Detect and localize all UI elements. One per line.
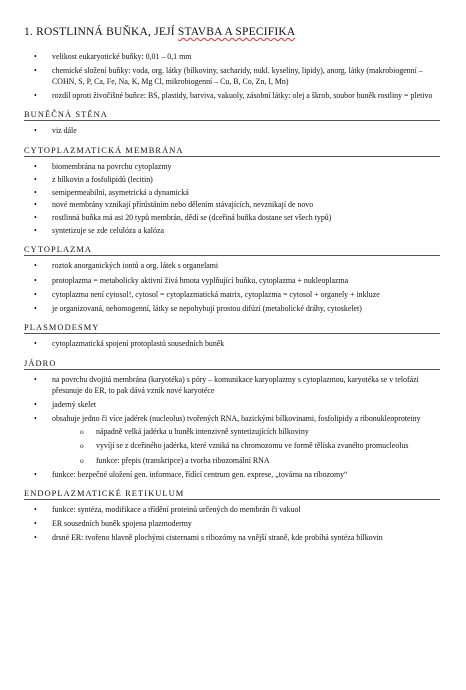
section-heading-bunecna-stena: BUNĚČNÁ STĚNA xyxy=(24,110,440,121)
section-list xyxy=(24,261,440,314)
list-item: • nové membrány vznikají přírůstáním nebo dělením stávajících, nevznikají de novo xyxy=(52,200,440,211)
sub-list xyxy=(52,427,440,466)
list-item: • je organizovaná, nehomogenní, látky se nepohybují prostou difúzí (metabolické dráhy, cytoskelet) xyxy=(52,304,440,315)
list-item: • funkce: bezpečné uložení gen. informace, řídící centrum gen. exprese, „továrna na ribozomy“ xyxy=(52,470,440,481)
sub-list-item: o vyvíjí se z dceřiného jadérka, které vzniká na chromozomu ve formě tělíska zvaného promucleolus xyxy=(96,441,440,452)
list-item: • rostlinná buňka má asi 20 typů membrán, dědí se (dceřiná buňka dostane set všech typů) xyxy=(52,213,440,224)
section-list xyxy=(24,505,440,544)
section-list xyxy=(24,339,440,350)
list-item-text: obsahuje jedno či více jadérek (nucleolus) tvořených RNA, bazickými bílkovinami, fosfolipidy a ribonukleoproteiny xyxy=(52,413,421,423)
list-item: • cytoplazma není cytosol!, cytosol = cytoplazmatická matrix, cytoplazma = cytosol + organely + inkluze xyxy=(52,290,440,301)
section-list xyxy=(24,162,440,237)
list-item: • semipermeabilní, asymetrická a dynamická xyxy=(52,188,440,199)
title-underlined: STAVBA A SPECIFIKA xyxy=(177,26,296,38)
document-title xyxy=(24,26,440,38)
list-item: • cytoplazmatická spojení protoplastů sousedních buněk xyxy=(52,339,440,350)
section-heading-cytoplazma: CYTOPLAZMA xyxy=(24,245,440,256)
section-list xyxy=(24,375,440,480)
section-heading-er: ENDOPLAZMATICKÉ RETIKULUM xyxy=(24,489,440,500)
title-prefix: 1. ROSTLINNÁ BUŇKA, JEJÍ xyxy=(24,26,178,38)
list-item: • roztok anorganických iontů a org. látek s organelami xyxy=(52,261,440,272)
list-item: • rozdíl oproti živočišné buňce: BS, plastidy, barviva, vakuoly, zásobní látky: olej a škrob, soubor buněk rostliny = pletivo xyxy=(52,91,440,102)
intro-list xyxy=(24,52,440,101)
section-heading-plasmodesmy: PLASMODESMY xyxy=(24,323,440,334)
list-item: • syntetizuje se zde celulóza a kalóza xyxy=(52,226,440,237)
list-item: • drsné ER: tvořeno hlavně plochými cisternami s ribozómy na vnější straně, kde probíhá syntéza bílkovin xyxy=(52,533,440,544)
list-item: • funkce: syntéza, modifikace a třídění proteinů určených do membrán či vakuol xyxy=(52,505,440,516)
section-heading-membrana: CYTOPLAZMATICKÁ MEMBRÁNA xyxy=(24,146,440,157)
list-item: • protoplazma = metabolicky aktivní živá hmota vyplňující buňku, cytoplazma + nukleoplazma xyxy=(52,276,440,287)
list-item: • chemické složení buňky: voda, org. látky (bílkoviny, sacharidy, nukl. kyseliny, lipidy), anorg. látky (makrobiogenní – COHN, S, P, Ca, Fe, Na, K, Mg Cl, mikrobiogenní – Cu, B, Co, Zn, I, Mn) xyxy=(52,66,440,87)
section-list xyxy=(24,126,440,137)
sub-list-item: o funkce: přepis (transkripce) a tvorba ribozomální RNA xyxy=(96,456,440,467)
list-item: • viz dále xyxy=(52,126,440,137)
list-item: • ER sousedních buněk spojena plazmodermy xyxy=(52,519,440,530)
list-item: • biomembrána na povrchu cytoplazmy xyxy=(52,162,440,173)
list-item: • velikost eukaryotické buňky: 0,01 – 0,1 mm xyxy=(52,52,440,63)
list-item: • na povrchu dvojitá membrána (karyotéka) s póry – komunikace karyoplazmy s cytoplazmou, karyotéka se v telofázi přesunuje do ER, to pak dává vznik nové karyotéce xyxy=(52,375,440,396)
list-item: • z bílkovin a fosfolipidů (lecitin) xyxy=(52,175,440,186)
list-item: • jaderný skelet xyxy=(52,400,440,411)
list-item xyxy=(52,414,440,466)
sub-list-item: o nápadně velká jadérka u buněk intenzivně syntetizujících bílkoviny xyxy=(96,427,440,438)
section-heading-jadro: JÁDRO xyxy=(24,359,440,370)
